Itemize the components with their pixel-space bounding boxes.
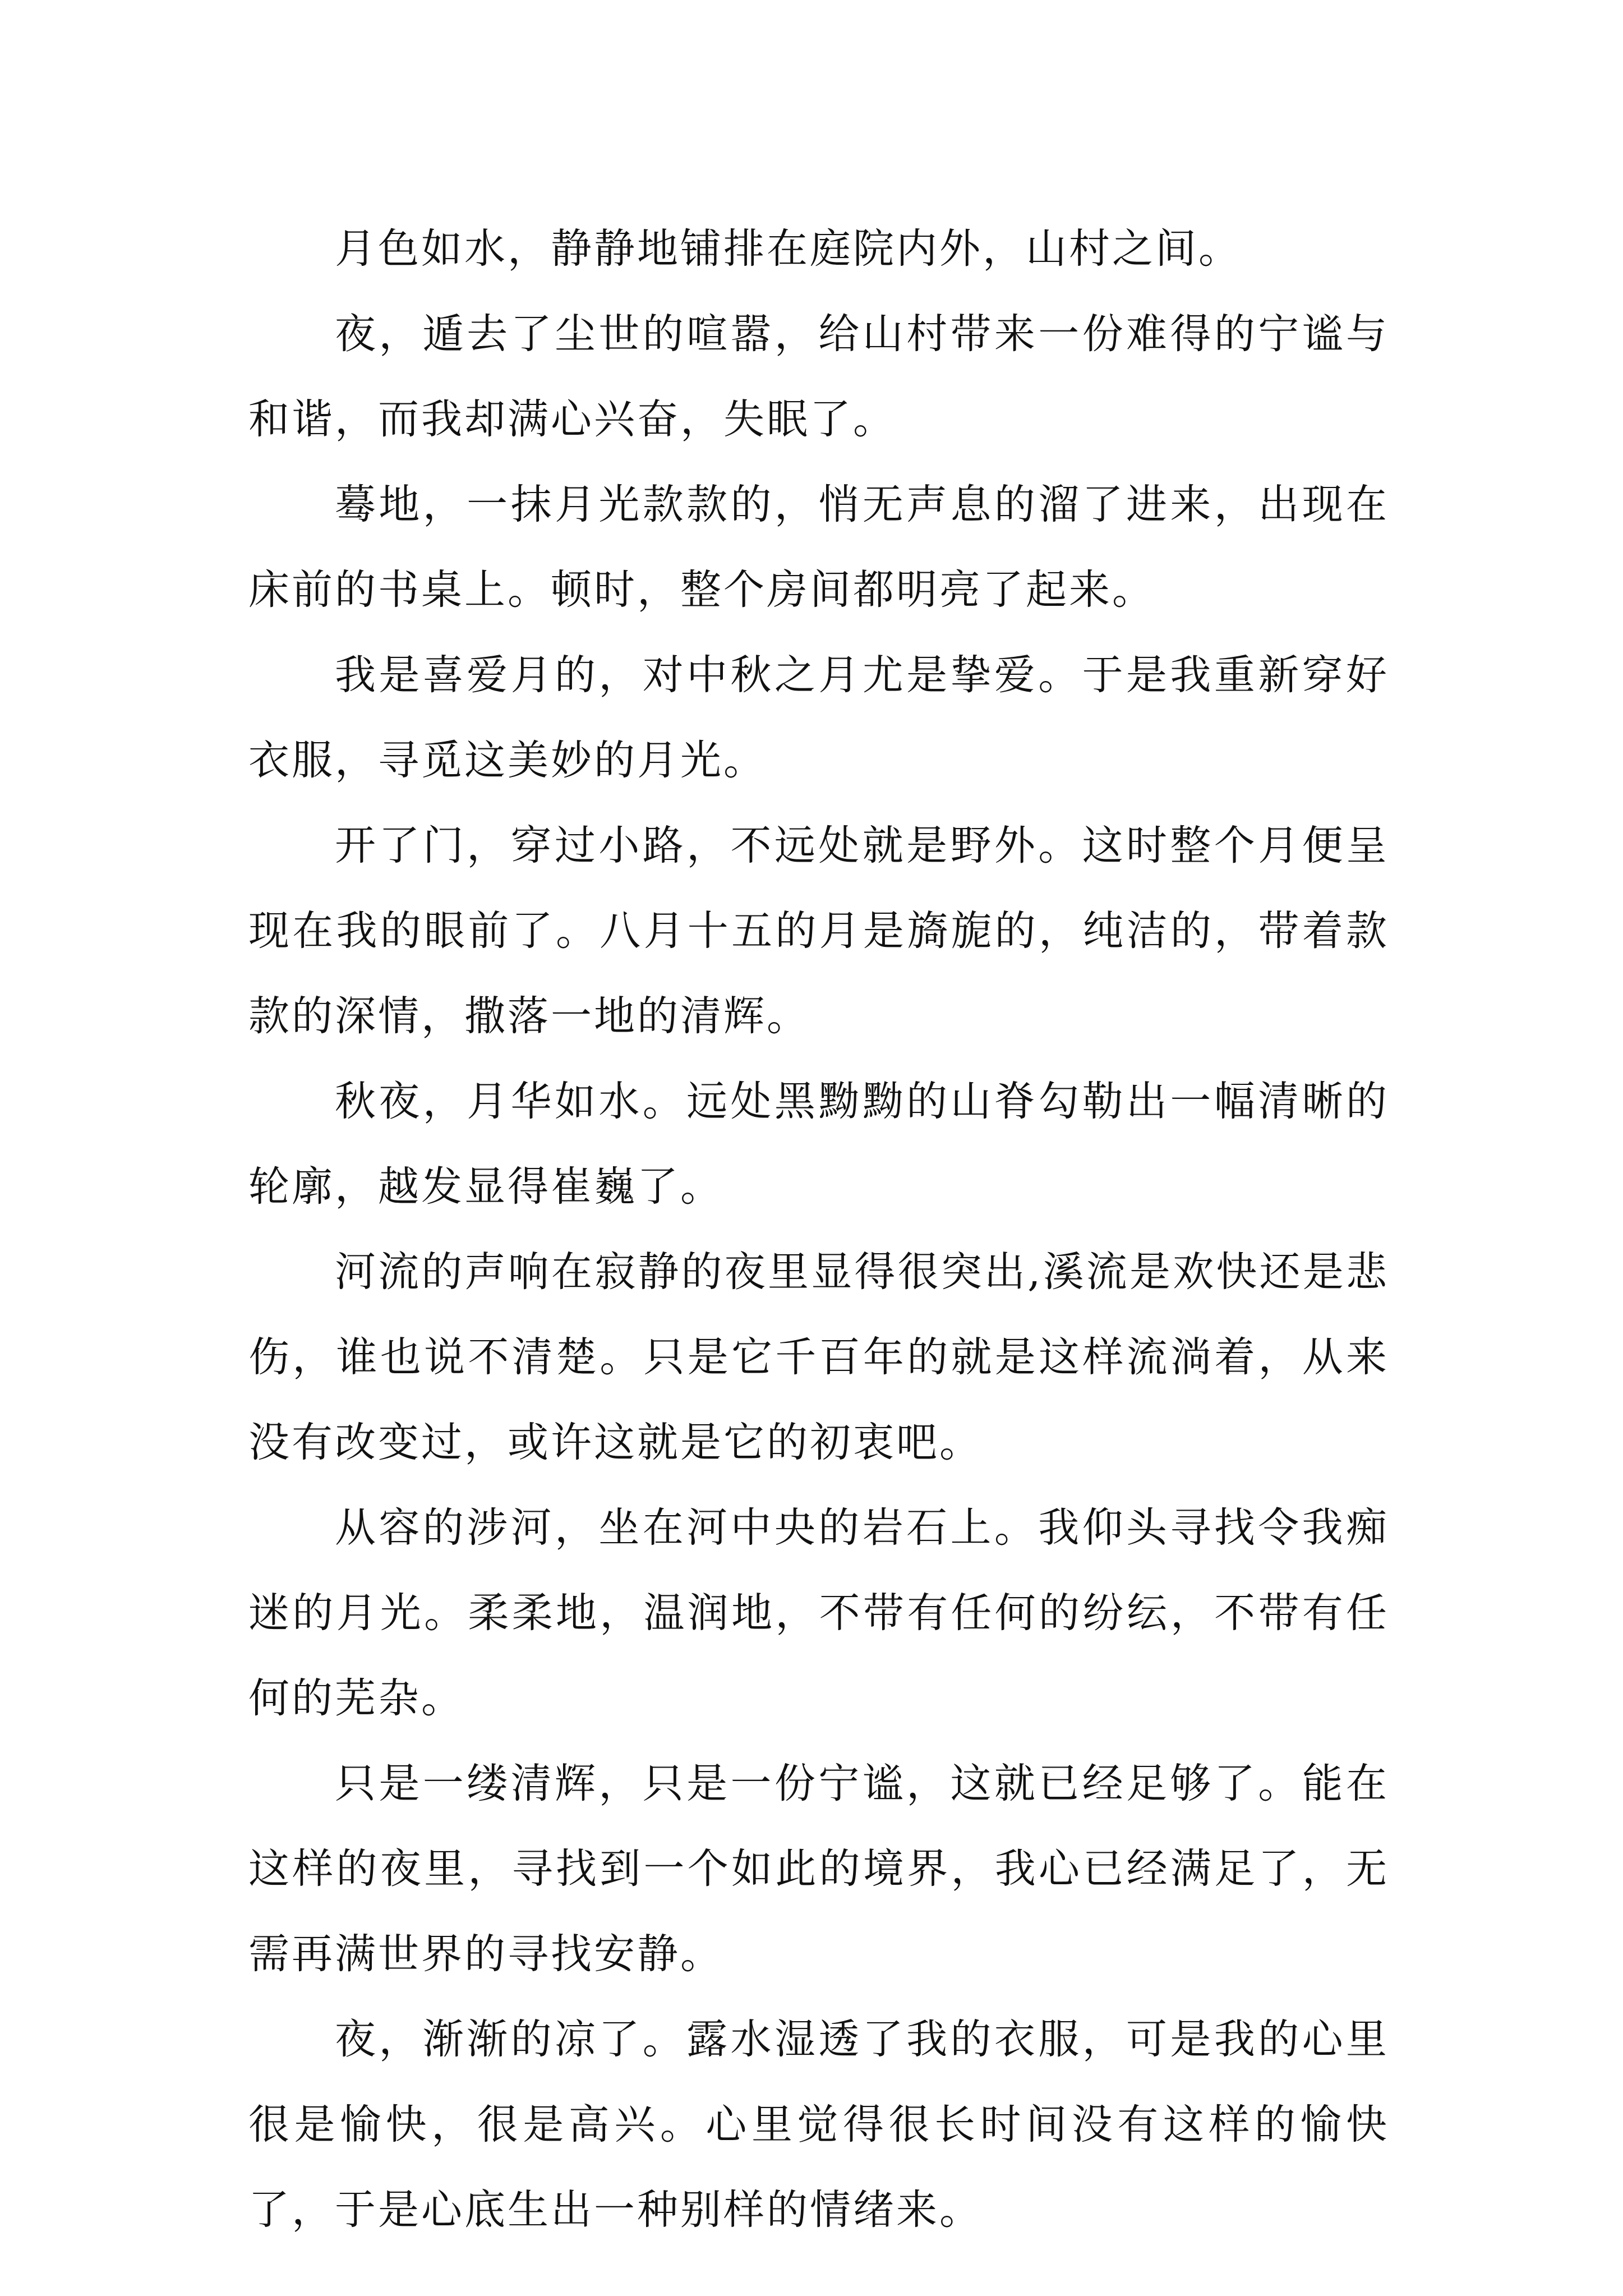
- paragraph-1: 月色如水，静静地铺排在庭院内外，山村之间。: [335, 225, 1242, 273]
- document-body: [248, 206, 1389, 2253]
- paragraph-3: 蓦地，一抹月光款款的，悄无声息的溜了进来，出现在床前的书桌上。顿时，整个房间都明亮了起来。: [248, 481, 1389, 614]
- paragraph-4: 我是喜爱月的，对中秋之月尤是挚爱。于是我重新穿好衣服，寻觅这美妙的月光。: [248, 651, 1389, 784]
- paragraph-5: 开了门，穿过小路，不远处就是野外。这时整个月便呈现在我的眼前了。八月十五的月是旖旎的，纯洁的，带着款款的深情，撒落一地的清辉。: [248, 822, 1389, 1040]
- paragraph-8: 从容的涉河，坐在河中央的岩石上。我仰头寻找令我痴迷的月光。柔柔地，温润地，不带有任何的纷纭，不带有任何的芜杂。: [248, 1504, 1389, 1722]
- paragraph-7: 河流的声响在寂静的夜里显得很突出,溪流是欢快还是悲伤，谁也说不清楚。只是它千百年的就是这样流淌着，从来没有改变过，或许这就是它的初衷吧。: [248, 1248, 1389, 1466]
- paragraph-2: 夜，遁去了尘世的喧嚣，给山村带来一份难得的宁谧与和谐，而我却满心兴奋，失眠了。: [248, 310, 1389, 443]
- paragraph-9: 只是一缕清辉，只是一份宁谧，这就已经足够了。能在这样的夜里，寻找到一个如此的境界，我心已经满足了，无需再满世界的寻找安静。: [248, 1760, 1389, 1978]
- paragraph-10: 夜，渐渐的凉了。露水湿透了我的衣服，可是我的心里很是愉快，很是高兴。心里觉得很长时间没有这样的愉快了，于是心底生出一种别样的情绪来。: [248, 2016, 1389, 2234]
- paragraph-6: 秋夜，月华如水。远处黑黝黝的山脊勾勒出一幅清晰的轮廓，越发显得崔巍了。: [248, 1078, 1389, 1211]
